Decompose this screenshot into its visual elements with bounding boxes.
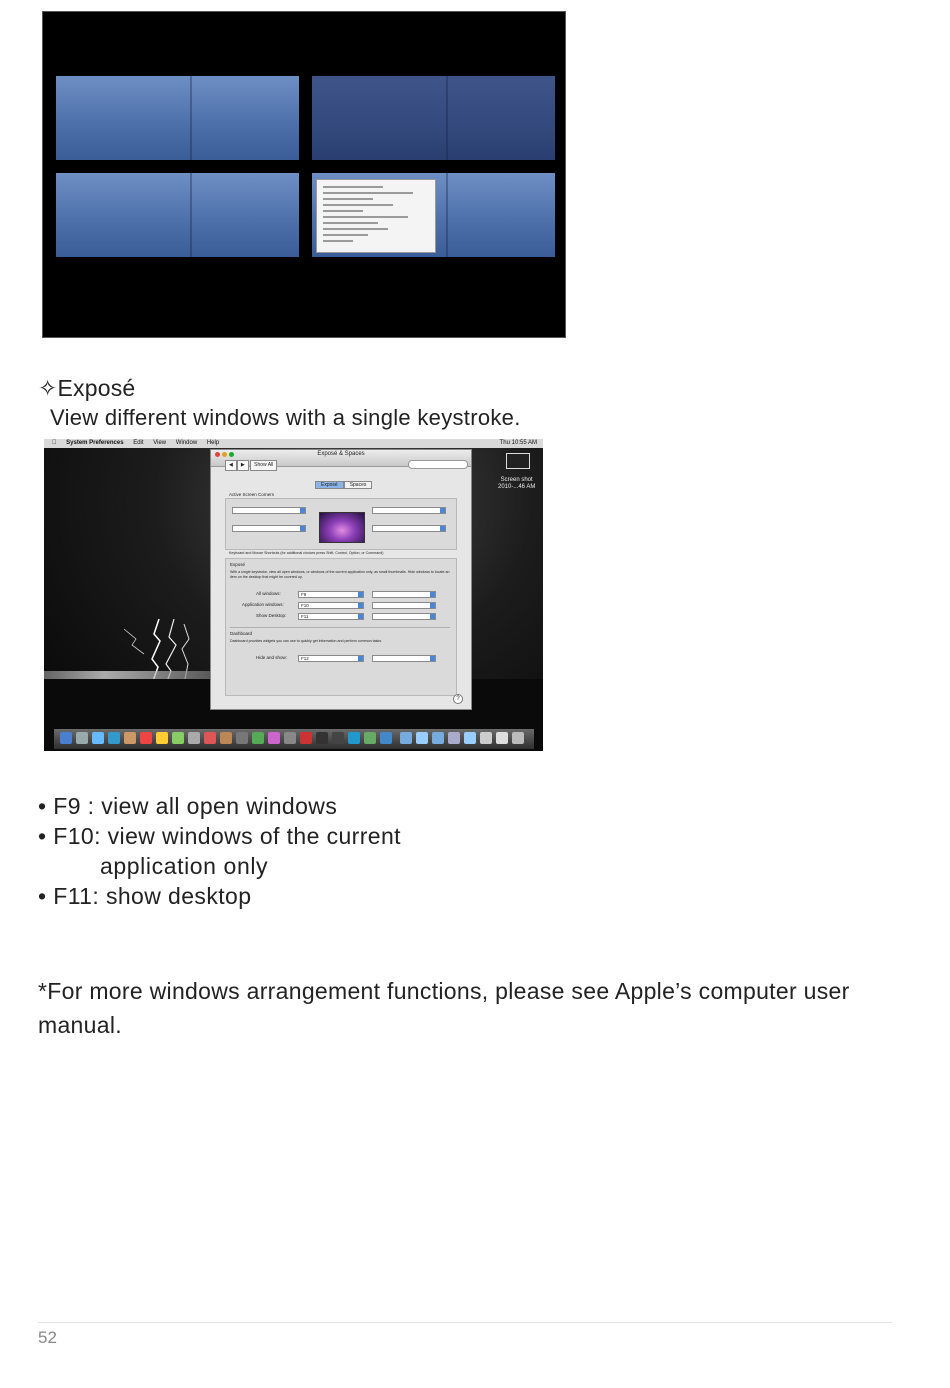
tab-expose[interactable]: Exposé — [315, 481, 344, 489]
expose-description: With a single keystroke, view all open windows, or windows of the current application only, as small thumbnails. Hide windows to locate an item on the desktop that might be covered up. — [230, 570, 450, 579]
space-thumbnail — [56, 173, 299, 257]
show-desktop-label: Show Desktop: — [256, 613, 287, 618]
menubar — [44, 439, 543, 448]
hide-show-label: Hide and show: — [256, 655, 288, 660]
space-thumbnail — [56, 76, 299, 160]
menu-app: System Preferences — [60, 440, 118, 446]
expose-subtitle: View different windows with a single keystroke. — [50, 405, 521, 430]
menu-view: View — [147, 440, 160, 446]
hide-show-modifier-select[interactable] — [372, 655, 436, 662]
dashboard-description: Dashboard provides widgets you can use to quickly get information and perform common tasks. — [230, 639, 383, 643]
page-number: 52 — [38, 1328, 57, 1347]
zoom-icon[interactable] — [229, 452, 234, 457]
tab-spaces[interactable]: Spaces — [344, 481, 373, 489]
menu-help: Help — [200, 440, 213, 446]
all-windows-select[interactable]: F9 — [298, 591, 364, 598]
shortcuts-group — [225, 558, 457, 696]
bullet-f10: • F10: view windows of the current — [38, 823, 401, 849]
corner-select-bottom-left[interactable] — [232, 525, 306, 532]
space-thumbnail — [312, 76, 555, 160]
screenshot-label-line2: 2010-...46 AM — [498, 484, 536, 490]
hide-show-select[interactable]: F12 — [298, 655, 364, 662]
all-windows-label: All windows: — [256, 591, 281, 596]
heading-text: Exposé — [57, 375, 136, 401]
forward-button[interactable]: ▶ — [237, 460, 249, 471]
city-lights — [44, 671, 224, 679]
corner-select-bottom-right[interactable] — [372, 525, 446, 532]
show-all-button[interactable]: Show All — [250, 460, 277, 471]
window-thumbnail — [316, 179, 436, 253]
app-windows-select[interactable]: F10 — [298, 602, 364, 609]
corner-select-top-left[interactable] — [232, 507, 306, 514]
menu-edit: Edit — [127, 440, 138, 446]
show-desktop-modifier-select[interactable] — [372, 613, 436, 620]
system-preferences-screenshot — [44, 439, 543, 751]
back-button[interactable]: ◀ — [225, 460, 237, 471]
active-corners-label: Active Screen Corners — [229, 492, 275, 497]
bullet-f9: • F9 : view all open windows — [38, 793, 338, 819]
screenshot-file-icon — [506, 453, 530, 469]
expose-heading — [38, 375, 135, 402]
footer-divider — [38, 1322, 892, 1323]
app-windows-modifier-select[interactable] — [372, 602, 436, 609]
dock — [54, 729, 534, 749]
toolbar — [225, 460, 277, 471]
search-input[interactable] — [408, 460, 468, 469]
space-thumbnail-with-window — [312, 173, 555, 257]
apple-icon — [52, 440, 57, 446]
manual-note: *For more windows arrangement functions, please see Apple’s computer user manual. — [38, 978, 850, 1038]
shortcuts-label: Keyboard and Mouse Shortcuts (for additional choices press Shift, Control, Option, or Command) — [229, 551, 384, 555]
desktop-preview-thumbnail — [319, 512, 365, 543]
preferences-window — [210, 449, 472, 710]
screenshot-label-line1: Screen shot — [500, 477, 533, 483]
minimize-icon[interactable] — [222, 452, 227, 457]
expose-group-label: Exposé — [230, 562, 246, 567]
bullet-f10-continuation: application only — [100, 853, 269, 879]
window-titlebar — [211, 450, 471, 467]
show-desktop-select[interactable]: F11 — [298, 613, 364, 620]
sparkle-icon: ✧ — [38, 375, 58, 401]
screenshot-file-label — [498, 477, 535, 491]
corner-select-top-right[interactable] — [372, 507, 446, 514]
tab-bar — [315, 481, 372, 489]
help-button[interactable]: ? — [453, 694, 463, 704]
all-windows-modifier-select[interactable] — [372, 591, 436, 598]
spaces-overview-image — [42, 11, 566, 338]
app-windows-label: Application windows: — [242, 602, 284, 607]
close-icon[interactable] — [215, 452, 220, 457]
menubar-clock: Thu 10:55 AM — [499, 440, 537, 446]
dashboard-group-label: Dashboard — [230, 631, 253, 636]
window-title: Exposé & Spaces — [317, 451, 365, 457]
bullet-f11: • F11: show desktop — [38, 883, 252, 909]
menu-window: Window — [169, 440, 191, 446]
